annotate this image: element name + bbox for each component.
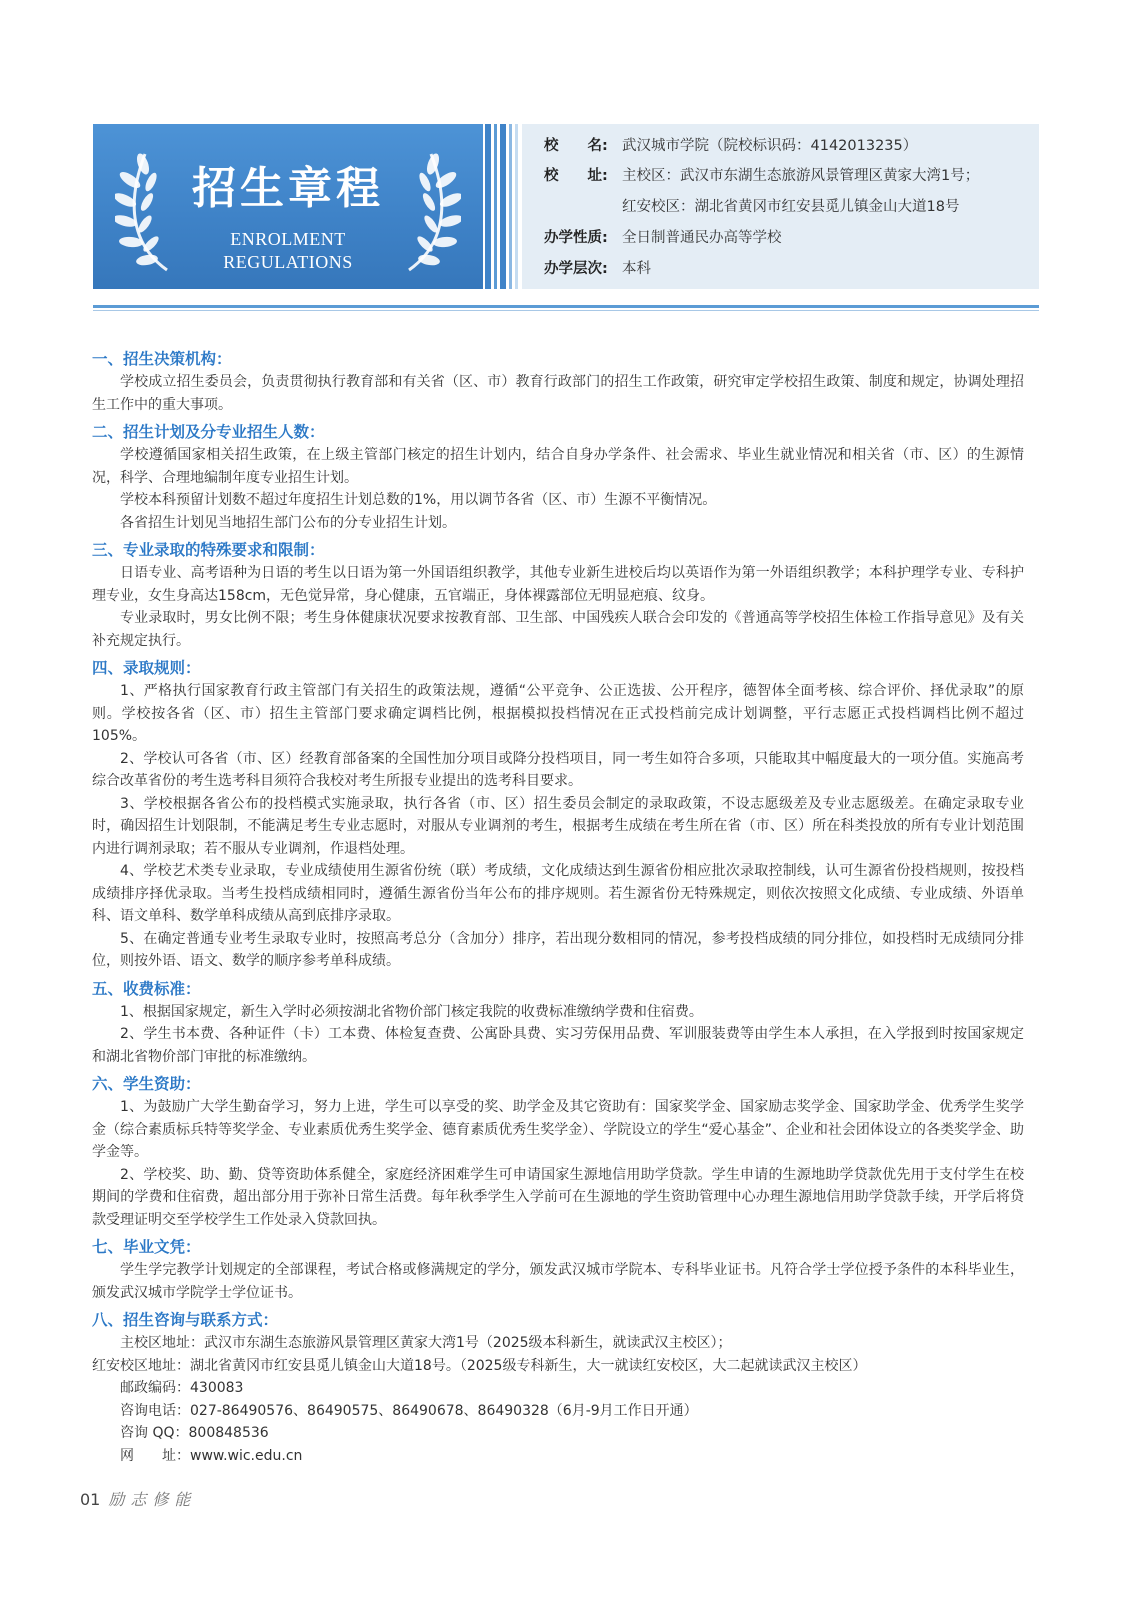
section-heading-1: 一、招生决策机构： bbox=[92, 350, 232, 368]
section-4-paragraph-3: 3、学校根据各省公布的投档模式实施录取，执行各省（市、区）招生委员会制定的录取政策，不设志愿级差及专业志愿级差。在确定录取专业时，确因招生计划限制，不能满足考生专业志愿时，对服从专业调剂的考生，根据考生成绩在考生所在省（市、区）所在科类投放的所有专业计划范围内进行调剂录取；若不服从专业调剂，作退档处理。 bbox=[92, 795, 1024, 857]
phone-value: 027-86490576、86490575、86490678、86490328（6月-9月工作日开通） bbox=[190, 1402, 698, 1419]
page-footer bbox=[80, 1487, 196, 1510]
school-level-label: 办学层次: bbox=[544, 261, 608, 277]
school-name-row bbox=[544, 134, 917, 155]
phone-label: 咨询电话： bbox=[120, 1402, 190, 1419]
header-divider-thin bbox=[93, 310, 1039, 311]
school-address-value-main: 主校区：武汉市东湖生态旅游风景管理区黄家大湾1号； bbox=[622, 168, 980, 184]
regulations-body bbox=[92, 347, 1024, 1467]
school-nature-row bbox=[544, 226, 782, 247]
school-address-row bbox=[544, 164, 979, 185]
section-heading-8: 八、招生咨询与联系方式： bbox=[92, 1311, 279, 1329]
section-heading-2: 二、招生计划及分专业招生人数： bbox=[92, 423, 325, 441]
section-4-paragraph-4: 4、学校艺术类专业录取，专业成绩使用生源省份统（联）考成绩，文化成绩达到生源省份相应批次录取控制线，认可生源省份投档规则，按投档成绩排序择优录取。当考生投档成绩相同时，遵循生源省份当年公布的排序规则。若生源省份无特殊规定，则依次按照文化成绩、专业成绩、外语单科、语文单科、数学单科成绩从高到底排序录取。 bbox=[92, 863, 1024, 924]
section-heading-3: 三、专业录取的特殊要求和限制： bbox=[92, 541, 325, 559]
section-2-paragraph-2: 学校本科预留计划数不超过年度招生计划总数的1%，用以调节各省（区、市）生源不平衡情况。 bbox=[120, 492, 717, 508]
postcode-value: 430083 bbox=[190, 1380, 244, 1396]
main-campus-address: 主校区地址：武汉市东湖生态旅游风景管理区黄家大湾1号（2025级本科新生，就读武汉主校区）； bbox=[120, 1335, 732, 1351]
school-info-box bbox=[522, 124, 1039, 289]
section-2-paragraph-1: 学校遵循国家相关招生政策，在上级主管部门核定的招生计划内，结合自身办学条件、社会需求、毕业生就业情况和相关省（市、区）的生源情况，科学、合理地编制年度专业招生计划。 bbox=[92, 447, 1024, 486]
section-5-paragraph-2: 2、学生书本费、各种证件（卡）工本费、体检复查费、公寓卧具费、实习劳保用品费、军训服装费等由学生本人承担，在入学报到时按国家规定和湖北省物价部门审批的标准缴纳。 bbox=[92, 1026, 1024, 1065]
section-4-paragraph-5: 5、在确定普通专业考生录取专业时，按照高考总分（含加分）排序，若出现分数相同的情况，参考投档成绩的同分排位，如投档时无成绩同分排位，则按外语、语文、数学的顺序参考单科成绩。 bbox=[92, 930, 1024, 969]
section-3-paragraph-1: 日语专业、高考语种为日语的考生以日语为第一外国语组织教学，其他专业新生进校后均以英语作为第一外语组织教学；本科护理学专业、专科护理专业，女生身高达158cm，无色觉异常，身心健康，五官端正，身体裸露部位无明显疤痕、纹身。 bbox=[92, 565, 1024, 604]
title-banner bbox=[93, 124, 483, 289]
website-line bbox=[92, 1445, 1024, 1468]
school-nature-label: 办学性质: bbox=[544, 230, 608, 246]
section-1-paragraph: 学校成立招生委员会，负责贯彻执行教育部和有关省（区、市）教育行政部门的招生工作政策，研究审定学校招生政策、制度和规定，协调处理招生工作中的重大事项。 bbox=[92, 374, 1024, 413]
section-4-paragraph-1: 1、严格执行国家教育行政主管部门有关招生的政策法规，遵循“公平竞争、公正选拔、公开程序，德智体全面考核、综合评价、择优录取”的原则。学校按各省（区、市）招生主管部门要求确定调档比例，根据模拟投档情况在正式投档前完成计划调整，平行志愿正式投档调档比例不超过105%。 bbox=[92, 683, 1024, 744]
header bbox=[93, 124, 1039, 289]
school-level-row bbox=[544, 257, 651, 278]
hongan-campus-address: 红安校区地址：湖北省黄冈市红安县觅儿镇金山大道18号。（2025级专科新生，大一就读红安校区，大二起就读武汉主校区） bbox=[92, 1357, 867, 1374]
postcode-label: 邮政编码： bbox=[120, 1380, 190, 1396]
website-label: 网 址： bbox=[120, 1447, 190, 1464]
banner-subtitle-line2: REGULATIONS bbox=[223, 252, 353, 272]
school-nature-value: 全日制普通民办高等学校 bbox=[622, 230, 782, 246]
page-number: 01 bbox=[80, 1490, 101, 1509]
decorative-stripes bbox=[485, 124, 519, 289]
laurel-right-icon bbox=[391, 146, 461, 276]
section-heading-4: 四、录取规则： bbox=[92, 659, 201, 677]
school-address-label: 校 址: bbox=[544, 168, 608, 184]
school-address-row-2 bbox=[544, 195, 959, 216]
section-heading-5: 五、收费标准： bbox=[92, 979, 201, 998]
school-name-value: 武汉城市学院（院校标识码：4142013235） bbox=[622, 138, 918, 154]
phone-line bbox=[92, 1400, 1024, 1423]
school-name-label: 校 名: bbox=[544, 138, 608, 154]
qq-label: 咨询 QQ： bbox=[120, 1425, 189, 1441]
footer-slogan: 励志修能 bbox=[108, 1490, 197, 1509]
website-link[interactable]: www.wic.edu.cn bbox=[190, 1447, 303, 1464]
section-6-paragraph-1: 1、为鼓励广大学生勤奋学习，努力上进，学生可以享受的奖、助学金及其它资助有：国家奖学金、国家励志奖学金、国家助学金、优秀学生奖学金（综合素质标兵特等奖学金、专业素质优秀生奖学金、德育素质优秀生奖学金）、学院设立的学生“爱心基金”、企业和社会团体设立的各类奖学金、助学金等。 bbox=[92, 1099, 1024, 1160]
section-2-paragraph-3: 各省招生计划见当地招生部门公布的分专业招生计划。 bbox=[120, 514, 456, 531]
school-address-value-hongan: 红安校区：湖北省黄冈市红安县觅儿镇金山大道18号 bbox=[622, 199, 960, 215]
school-level-value: 本科 bbox=[622, 261, 651, 277]
section-4-paragraph-2: 2、学校认可各省（市、区）经教育部备案的全国性加分项目或降分投档项目，同一考生如符合多项，只能取其中幅度最大的一项分值。实施高考综合改革省份的考生选考科目须符合我校对考生所报专业提出的选考科目要求。 bbox=[92, 750, 1024, 789]
banner-title: 招生章程 bbox=[192, 163, 384, 214]
qq-line bbox=[92, 1422, 1024, 1445]
postcode-line bbox=[92, 1377, 1024, 1400]
section-5-paragraph-1: 1、根据国家规定，新生入学时必须按湖北省物价部门核定我院的收费标准缴纳学费和住宿费。 bbox=[120, 1003, 703, 1020]
section-6-paragraph-2: 2、学校奖、助、勤、贷等资助体系健全，家庭经济困难学生可申请国家生源地信用助学贷款。学生申请的生源地助学贷款优先用于支付学生在校期间的学费和住宿费，超出部分用于弥补日常生活费。每年秋季学生入学前可在生源地的学生资助管理中心办理生源地信用助学贷款手续，开学后将贷款受理证明交至学校学生工作处录入贷款回执。 bbox=[92, 1166, 1024, 1228]
section-heading-6: 六、学生资助： bbox=[92, 1075, 201, 1093]
section-heading-7: 七、毕业文凭： bbox=[92, 1238, 201, 1256]
banner-subtitle-line1: ENROLMENT bbox=[230, 229, 346, 249]
section-7-paragraph: 学生学完教学计划规定的全部课程，考试合格或修满规定的学分，颁发武汉城市学院本、专科毕业证书。凡符合学士学位授予条件的本科毕业生，颁发武汉城市学院学士学位证书。 bbox=[92, 1262, 1024, 1301]
qq-value: 800848536 bbox=[188, 1425, 269, 1441]
section-3-paragraph-2: 专业录取时，男女比例不限；考生身体健康状况要求按教育部、卫生部、中国残疾人联合会印发的《普通高等学校招生体检工作指导意见》及有关补充规定执行。 bbox=[92, 610, 1024, 649]
header-divider bbox=[93, 305, 1039, 308]
